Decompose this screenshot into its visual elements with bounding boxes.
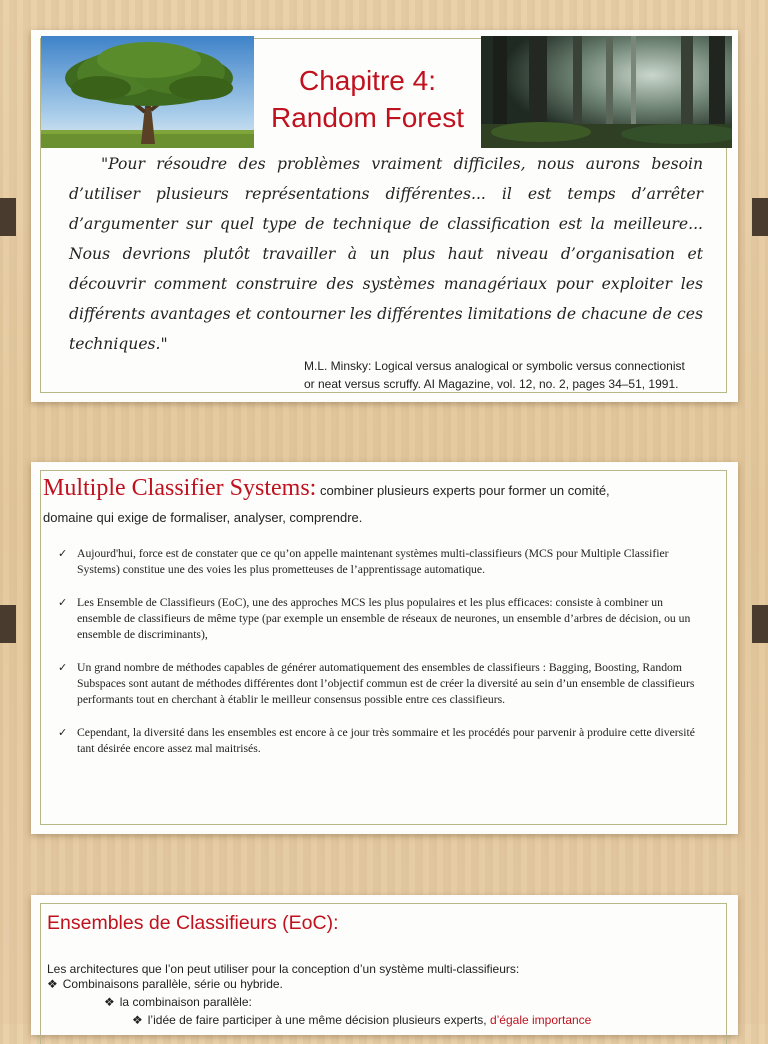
citation-line2: or neat versus scruffy. AI Magazine, vol. 12, no. 2, pages 34–51, 1991.: [304, 377, 679, 391]
mcs-bullet-list: [58, 546, 708, 774]
checkmark-icon: ✓: [58, 727, 68, 739]
eoc-title: Ensembles de Classifieurs (EoC):: [47, 912, 339, 934]
diamond-bullet-icon: ❖: [132, 1013, 143, 1027]
bullet-text: Cependant, la diversité dans les ensembles est encore à ce jour très sommaire et les procédés pour parvenir à produire cette diversité tant désirée encore assez mal maitrisés.: [77, 726, 695, 755]
mcs-heading: [43, 475, 723, 501]
eoc-intro: Les architectures que l’on peut utiliser pour la conception d’un système multi-classifieurs:: [47, 962, 520, 976]
minsky-quote: "Pour résoudre des problèmes vraiment difficiles, nous aurons besoin d’utiliser plusieurs représentations différentes... il est temps d’arrêter d’argumenter sur quel type de technique de classification est la meilleure... Nous devrions plutôt travailler à un plus haut niveau d’organisation et découvrir comment construire des systèmes managériaux pour exploiter les différents avantages et contourner les différentes limitations de chacune de ces techniques.": [69, 155, 703, 353]
eoc-item-3-highlight: d’égale importance: [489, 1013, 592, 1027]
checkmark-icon: ✓: [58, 548, 68, 560]
forest-photo: [481, 36, 732, 148]
eoc-item-3: [132, 1013, 591, 1027]
right-tab-decoration: [752, 198, 768, 236]
mcs-subtitle-line2: domaine qui exige de formaliser, analyser, comprendre.: [43, 510, 363, 525]
citation-line1: M.L. Minsky: Logical versus analogical or symbolic versus connectionist: [304, 359, 685, 373]
slide-chapter-title: [31, 30, 738, 402]
eoc-item-2: [104, 995, 252, 1009]
left-tab-decoration: [0, 605, 16, 643]
list-item: [58, 660, 708, 708]
list-item: [58, 595, 708, 643]
mcs-subtitle: combiner plusieurs experts pour former un comité,: [316, 483, 610, 498]
slide-multiple-classifier-systems: [31, 462, 738, 834]
mcs-title: Multiple Classifier Systems:: [43, 475, 317, 501]
list-item: [58, 546, 708, 578]
left-tab-decoration: [0, 198, 16, 236]
list-item: [58, 725, 708, 757]
bullet-text: Les Ensemble de Classifieurs (EoC), une des approches MCS les plus populaires et les plus efficaces: consiste à combiner un ensemble de classifieurs de même type (par exemple un ensemble de réseaux de neurones, un ensemble d’arbres de décision, ou un ensemble de discriminants),: [77, 596, 691, 641]
eoc-item-2-text: la combinaison parallèle:: [119, 995, 252, 1009]
diamond-bullet-icon: ❖: [104, 995, 115, 1009]
right-tab-decoration: [752, 605, 768, 643]
diamond-bullet-icon: ❖: [47, 977, 58, 991]
bullet-text: Un grand nombre de méthodes capables de générer automatiquement des ensembles de classifieurs : Bagging, Boosting, Random Subspaces sont autant de méthodes différentes dont l’objectif commun est de créer la diversité au sein d’un ensemble de classifieurs performants tout en cherchant à établir le meilleur consensus possible entre ces classifieurs.: [77, 661, 695, 706]
bullet-text: Aujourd'hui, force est de constater que ce qu’on appelle maintenant systèmes multi-classifieurs (MCS pour Multiple Classifier Systems) constitue une des voies les plus prometteuses de l’apprentissage automatique.: [77, 547, 669, 576]
slide-ensembles-de-classifieurs: [31, 895, 738, 1035]
eoc-item-3-text: l’idée de faire participer à une même décision plusieurs experts,: [147, 1013, 490, 1027]
tree-photo: [41, 36, 254, 148]
chapter-title-line2: Random Forest: [271, 102, 464, 133]
chapter-title: [254, 62, 481, 136]
eoc-item-1: [47, 977, 283, 991]
quote-citation: [304, 357, 734, 393]
chapter-title-line1: Chapitre 4:: [299, 65, 436, 96]
checkmark-icon: ✓: [58, 597, 68, 609]
checkmark-icon: ✓: [58, 662, 68, 674]
eoc-item-1-text: Combinaisons parallèle, série ou hybride.: [62, 977, 283, 991]
